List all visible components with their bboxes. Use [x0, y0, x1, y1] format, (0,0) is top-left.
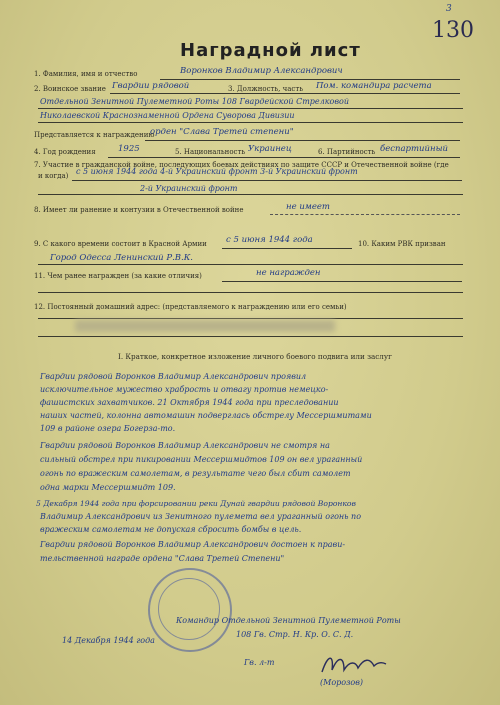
field-2-label: 2. Воинское звание: [34, 85, 106, 93]
narrative-line: огонь по вражеским самолетам, в результате чего был сбит самолет: [40, 469, 351, 478]
field-3-line-2: Отдельной Зенитной Пулеметной Роты 108 Гвардейской Стрелковой: [40, 97, 349, 106]
field-6-label: 6. Партийность: [318, 148, 376, 156]
field-4-label: 4. Год рождения: [34, 148, 96, 156]
field-3-label: 3. Должность, часть: [228, 85, 304, 93]
official-seal: [148, 568, 232, 652]
narrative-line: 109 в районе озера Богерза-то.: [40, 424, 176, 433]
field-11-label: 11. Чем ранее награжден (за какие отличия): [34, 272, 202, 280]
narrative-line: тельственной награде ордена "Слава Третей Степени": [40, 554, 285, 563]
signature-position-2: 108 Гв. Стр. Н. Кр. О. С. Д.: [236, 630, 354, 639]
field-1-value: Воронков Владимир Александрович: [180, 66, 343, 76]
handwritten-signature: [318, 650, 388, 680]
narrative-line: одна марки Мессершмидт 109.: [40, 483, 176, 492]
field-10-value: Город Одесса Ленинский Р.В.К.: [50, 253, 194, 263]
field-10-label: 10. Каким РВК призван: [358, 240, 446, 248]
field-4-value: 1925: [118, 144, 140, 154]
archive-number: 130: [432, 18, 474, 43]
field-7-value-1: с 5 июня 1944 года 4-й Украинский фронт 3-й Украинский фронт: [76, 167, 358, 176]
field-7-label-2: и когда): [38, 172, 69, 180]
field-2-value: Гвардии рядовой: [112, 81, 190, 91]
field-3-line-3: Николаевской Краснознаменной Ордена Суворова Дивизии: [40, 111, 295, 120]
present-label: Представляется к награждению: [34, 131, 155, 139]
field-9-value: с 5 июня 1944 года: [226, 235, 313, 245]
narrative-line: наших частей, колонна автомашин подверглась обстрелу Мессершмитами: [40, 411, 372, 420]
narrative-line: 5 Декабря 1944 года при форсировании реки Дунай гвардии рядовой Воронков: [36, 499, 356, 508]
signature-date: 14 Декабря 1944 года: [62, 636, 155, 645]
narrative-line: Владимир Александрович из Зенитного пулемета вел ураганный огонь по: [40, 512, 362, 521]
field-8-value: не имеет: [286, 202, 330, 212]
field-7-value-2: 2-й Украинский фронт: [140, 184, 238, 193]
narrative-line: Гвардии рядовой Воронков Владимир Александрович не смотря на: [40, 441, 330, 450]
narrative-line: исключительное мужество храбрость и отвагу против немецко-: [40, 385, 329, 394]
narrative-line: Гвардии рядовой Воронков Владимир Александрович достоен к прави-: [40, 540, 346, 549]
field-9-label: 9. С какого времени состоит в Красной Армии: [34, 240, 207, 248]
signature-position-1: Командир Отдельной Зенитной Пулеметной Роты: [176, 616, 401, 625]
field-1-label: 1. Фамилия, имя и отчество: [34, 70, 138, 78]
field-8-label: 8. Имеет ли ранение и контузии в Отечественной войне: [34, 206, 244, 214]
field-3-value: Пом. командира расчета: [316, 81, 432, 91]
page-title: Наградной лист: [180, 40, 361, 61]
narrative-line: Гвардии рядовой Воронков Владимир Александрович проявил: [40, 372, 307, 381]
signature-rank: Гв. л-т: [244, 658, 275, 667]
narrative-line: сильный обстрел при пикировании Мессершмидтов 109 он вел ураганный: [40, 455, 363, 464]
present-value: орден "Слава Третей степени": [150, 127, 294, 137]
field-11-value: не награжден: [256, 268, 321, 278]
field-7-label: 7. Участие в гражданской войне, последующих боевых действиях по защите СССР и Отечественной войне (где: [34, 161, 449, 169]
narrative-line: вражеским самолетам не допуская сбросить бомбы в цель.: [40, 525, 302, 534]
redacted-address: [75, 320, 335, 332]
field-5-label: 5. Национальность: [175, 148, 246, 156]
page-number: 3: [446, 4, 452, 14]
signature-name: (Морозов): [320, 678, 364, 687]
section-heading: I. Краткое, конкретное изложение личного боевого подвига или заслуг: [118, 352, 392, 361]
field-12-label: 12. Постоянный домашний адрес: (представляемого к награждению или его семьи): [34, 303, 347, 311]
narrative-line: фашистских захватчиков. 21 Октября 1944 года при преследовании: [40, 398, 339, 407]
field-5-value: Украинец: [248, 144, 292, 154]
field-6-value: беспартийный: [380, 144, 448, 154]
